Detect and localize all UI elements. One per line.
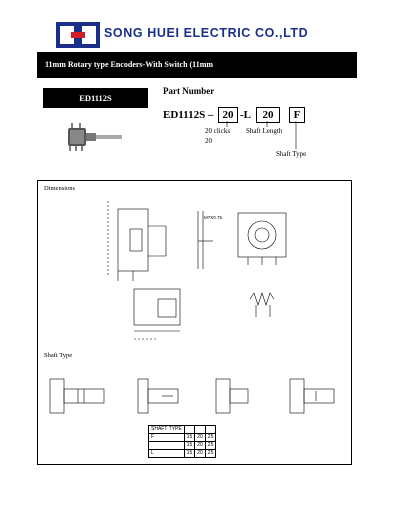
table-cell bbox=[195, 426, 206, 434]
table-cell: 25 bbox=[205, 442, 216, 450]
part-number-prefix: ED1112S – bbox=[163, 109, 214, 121]
part-code-clicks: 20 bbox=[218, 107, 238, 123]
clicks-label: 20 clicks bbox=[205, 127, 231, 135]
shaft-type-section-label: Shaft Type bbox=[44, 352, 73, 359]
company-logo bbox=[56, 22, 100, 48]
part-code-separator: -L bbox=[240, 109, 251, 121]
company-name: SONG HUEI ELECTRIC CO.,LTD bbox=[104, 26, 309, 40]
table-cell: 15 bbox=[184, 434, 195, 442]
table-cell bbox=[184, 426, 195, 434]
top-view-drawing bbox=[238, 213, 286, 265]
table-row bbox=[149, 434, 216, 442]
table-cell: 25 bbox=[205, 450, 216, 458]
shaft-type-f-drawing bbox=[50, 379, 104, 413]
shaft-type-2-drawing bbox=[138, 379, 178, 413]
table-cell bbox=[205, 426, 216, 434]
table-cell: F bbox=[149, 434, 185, 442]
part-code-length: 20 bbox=[256, 107, 280, 123]
table-cell: 15 bbox=[184, 442, 195, 450]
table-cell: 20 bbox=[195, 434, 206, 442]
dimensions-label: Dimensions bbox=[44, 185, 76, 192]
product-title-banner: 11mm Rotary type Encoders-With Switch (11mm bbox=[37, 52, 357, 78]
dimension-drawings bbox=[38, 181, 351, 464]
table-cell: 15 bbox=[184, 450, 195, 458]
table-row bbox=[149, 450, 216, 458]
shaft-type-label: Shaft Type bbox=[276, 150, 307, 158]
table-cell: 25 bbox=[205, 434, 216, 442]
shaft-type-4-drawing bbox=[290, 379, 334, 413]
part-code-shaft: F bbox=[289, 107, 305, 123]
shaft-length-label: Shaft Length bbox=[246, 127, 283, 135]
table-cell bbox=[149, 442, 185, 450]
thread-annotation: M7X0.75 bbox=[204, 215, 223, 220]
model-label: ED1112S bbox=[43, 88, 148, 108]
side-view-drawing bbox=[108, 201, 166, 281]
table-cell: 20 bbox=[195, 442, 206, 450]
circuit-schematic bbox=[250, 293, 274, 317]
table-cell: L bbox=[149, 450, 185, 458]
shaft-type-table bbox=[148, 425, 216, 458]
part-number-title: Part Number bbox=[163, 86, 215, 96]
encoder-product-image bbox=[60, 118, 128, 154]
table-header-row bbox=[149, 426, 216, 434]
shaft-type-3-drawing bbox=[216, 379, 248, 413]
table-header: SHAFT TYPE bbox=[149, 426, 185, 434]
bottom-view-drawing bbox=[134, 289, 180, 339]
pulse-label: 20 bbox=[205, 137, 212, 145]
table-cell: 20 bbox=[195, 450, 206, 458]
table-row bbox=[149, 442, 216, 450]
